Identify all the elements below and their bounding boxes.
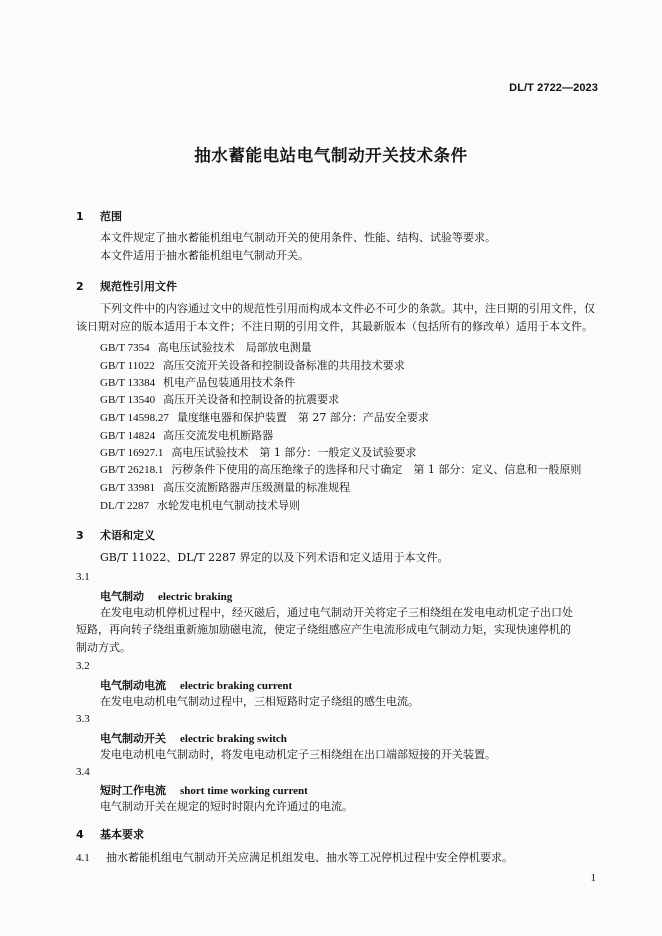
- term-number: 3.3: [76, 713, 90, 725]
- term-number: 3.2: [76, 660, 90, 672]
- document-title: 抽水蓄能电站电气制动开关技术条件: [194, 146, 468, 165]
- standard-number: DL/T 2722—2023: [509, 82, 598, 94]
- term-definition-line: 发电电动机电气制动时，将发电电动机定子三相绕组在出口端部短接的开关装置。: [100, 748, 496, 761]
- section-3-heading: 3 术语和定义: [76, 529, 155, 542]
- term-heading: 短时工作电流 short time working current: [100, 784, 308, 797]
- section-4-heading: 4 基本要求: [76, 828, 144, 841]
- section-2-intro-line-1: 下列文件中的内容通过文中的规范性引用而构成本文件必不可少的条款。其中，注日期的引用文件，仅: [100, 302, 595, 315]
- section-3-intro: GB/T 11022、DL/T 2287 界定的以及下列术语和定义适用于本文件。: [100, 551, 449, 564]
- term-heading: 电气制动 electric braking: [100, 590, 233, 603]
- reference-item: GB/T 13540 高压开关设备和控制设备的抗震要求: [100, 393, 340, 406]
- page-number: 1: [590, 872, 596, 884]
- section-1-para-1: 本文件规定了抽水蓄能机组电气制动开关的使用条件、性能、结构、试验等要求。: [100, 231, 496, 244]
- term-heading: 电气制动开关 electric braking switch: [100, 732, 287, 745]
- term-heading: 电气制动电流 electric braking current: [100, 679, 293, 692]
- reference-item: GB/T 33981 高压交流断路器声压级测量的标准规程: [100, 481, 351, 494]
- section-1-heading: 1 范围: [76, 210, 122, 223]
- section-2-heading: 2 规范性引用文件: [76, 280, 177, 293]
- section-1-para-2: 本文件适用于抽水蓄能机组电气制动开关。: [100, 249, 309, 262]
- reference-item: DL/T 2287 水轮发电机电气制动技术导则: [100, 499, 300, 512]
- section-2-intro-line-2: 该日期对应的版本适用于本文件；不注日期的引用文件，其最新版本（包括所有的修改单）适用于本文件。: [76, 320, 593, 333]
- term-number: 3.1: [76, 571, 90, 583]
- reference-item: GB/T 7354 高电压试验技术 局部放电测量: [100, 341, 312, 354]
- term-definition-line: 电气制动开关在规定的短时时限内允许通过的电流。: [100, 800, 353, 813]
- term-definition-line: 在发电电动机电气制动过程中，三相短路时定子绕组的感生电流。: [100, 695, 419, 708]
- reference-item: GB/T 13384 机电产品包装通用技术条件: [100, 376, 296, 389]
- term-definition-line: 短路，再向转子绕组重新施加励磁电流，使定子绕组感应产生电流形成电气制动力矩，实现快速停机的: [76, 623, 571, 636]
- reference-item: GB/T 11022 高压交流开关设备和控制设备标准的共用技术要求: [100, 359, 405, 372]
- reference-item: GB/T 14824 高压交流发电机断路器: [100, 429, 274, 442]
- reference-item: GB/T 14598.27 量度继电器和保护装置 第 27 部分：产品安全要求: [100, 411, 429, 424]
- term-number: 3.4: [76, 766, 90, 778]
- reference-item: GB/T 26218.1 污秽条件下使用的高压绝缘子的选择和尺寸确定 第 1 部分：定义、信息和一般原则: [100, 463, 582, 476]
- term-definition-line: 在发电电动机停机过程中，经灭磁后，通过电气制动开关将定子三相绕组在发电电动机定子出口处: [100, 606, 573, 619]
- clause-4-1: 4.1 抽水蓄能机组电气制动开关应满足机组发电、抽水等工况停机过程中安全停机要求。: [76, 851, 513, 864]
- term-definition-line: 制动方式。: [76, 641, 131, 654]
- reference-item: GB/T 16927.1 高电压试验技术 第 1 部分：一般定义及试验要求: [100, 446, 417, 459]
